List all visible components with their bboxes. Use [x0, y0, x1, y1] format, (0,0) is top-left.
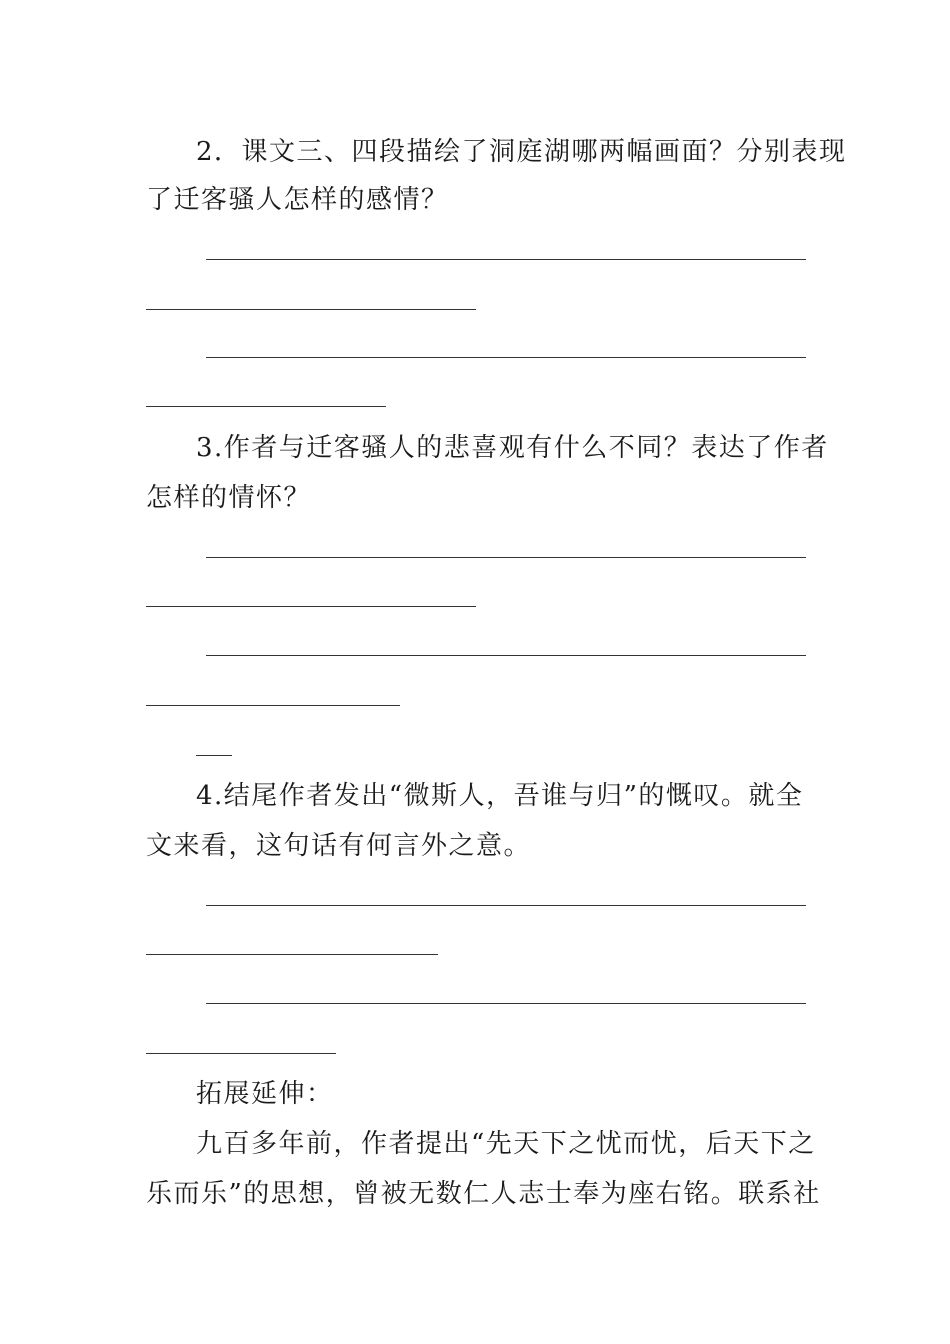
- answer-line[interactable]: [146, 309, 476, 310]
- extension-line-2: 乐而乐”的思想，曾被无数仁人志士奉为座右铭。联系社: [146, 1179, 821, 1209]
- answer-line[interactable]: [206, 557, 806, 558]
- answer-line[interactable]: [206, 655, 806, 656]
- answer-line[interactable]: [206, 905, 806, 906]
- answer-line[interactable]: [206, 357, 806, 358]
- answer-line[interactable]: [146, 954, 438, 955]
- extension-line-1: 九百多年前，作者提出“先天下之忧而忧，后天下之: [196, 1129, 816, 1159]
- answer-line[interactable]: [146, 1053, 336, 1054]
- question-4-line-2: 文来看，这句话有何言外之意。: [146, 831, 532, 861]
- question-2-line-2: 了迁客骚人怎样的感情？: [146, 185, 449, 215]
- question-4-line-1: 4.结尾作者发出“微斯人，吾谁与归”的慨叹。就全: [196, 781, 804, 811]
- answer-line[interactable]: [146, 406, 386, 407]
- question-2-line-1: 2．课文三、四段描绘了洞庭湖哪两幅画面？分别表现: [196, 137, 847, 167]
- answer-line[interactable]: [196, 755, 232, 756]
- extension-heading: 拓展延伸：: [196, 1079, 334, 1109]
- question-3-line-2: 怎样的情怀？: [146, 483, 312, 513]
- question-3-line-1: 3.作者与迁客骚人的悲喜观有什么不同？表达了作者: [196, 433, 829, 463]
- answer-line[interactable]: [206, 1003, 806, 1004]
- answer-line[interactable]: [206, 259, 806, 260]
- answer-line[interactable]: [146, 705, 400, 706]
- answer-line[interactable]: [146, 606, 476, 607]
